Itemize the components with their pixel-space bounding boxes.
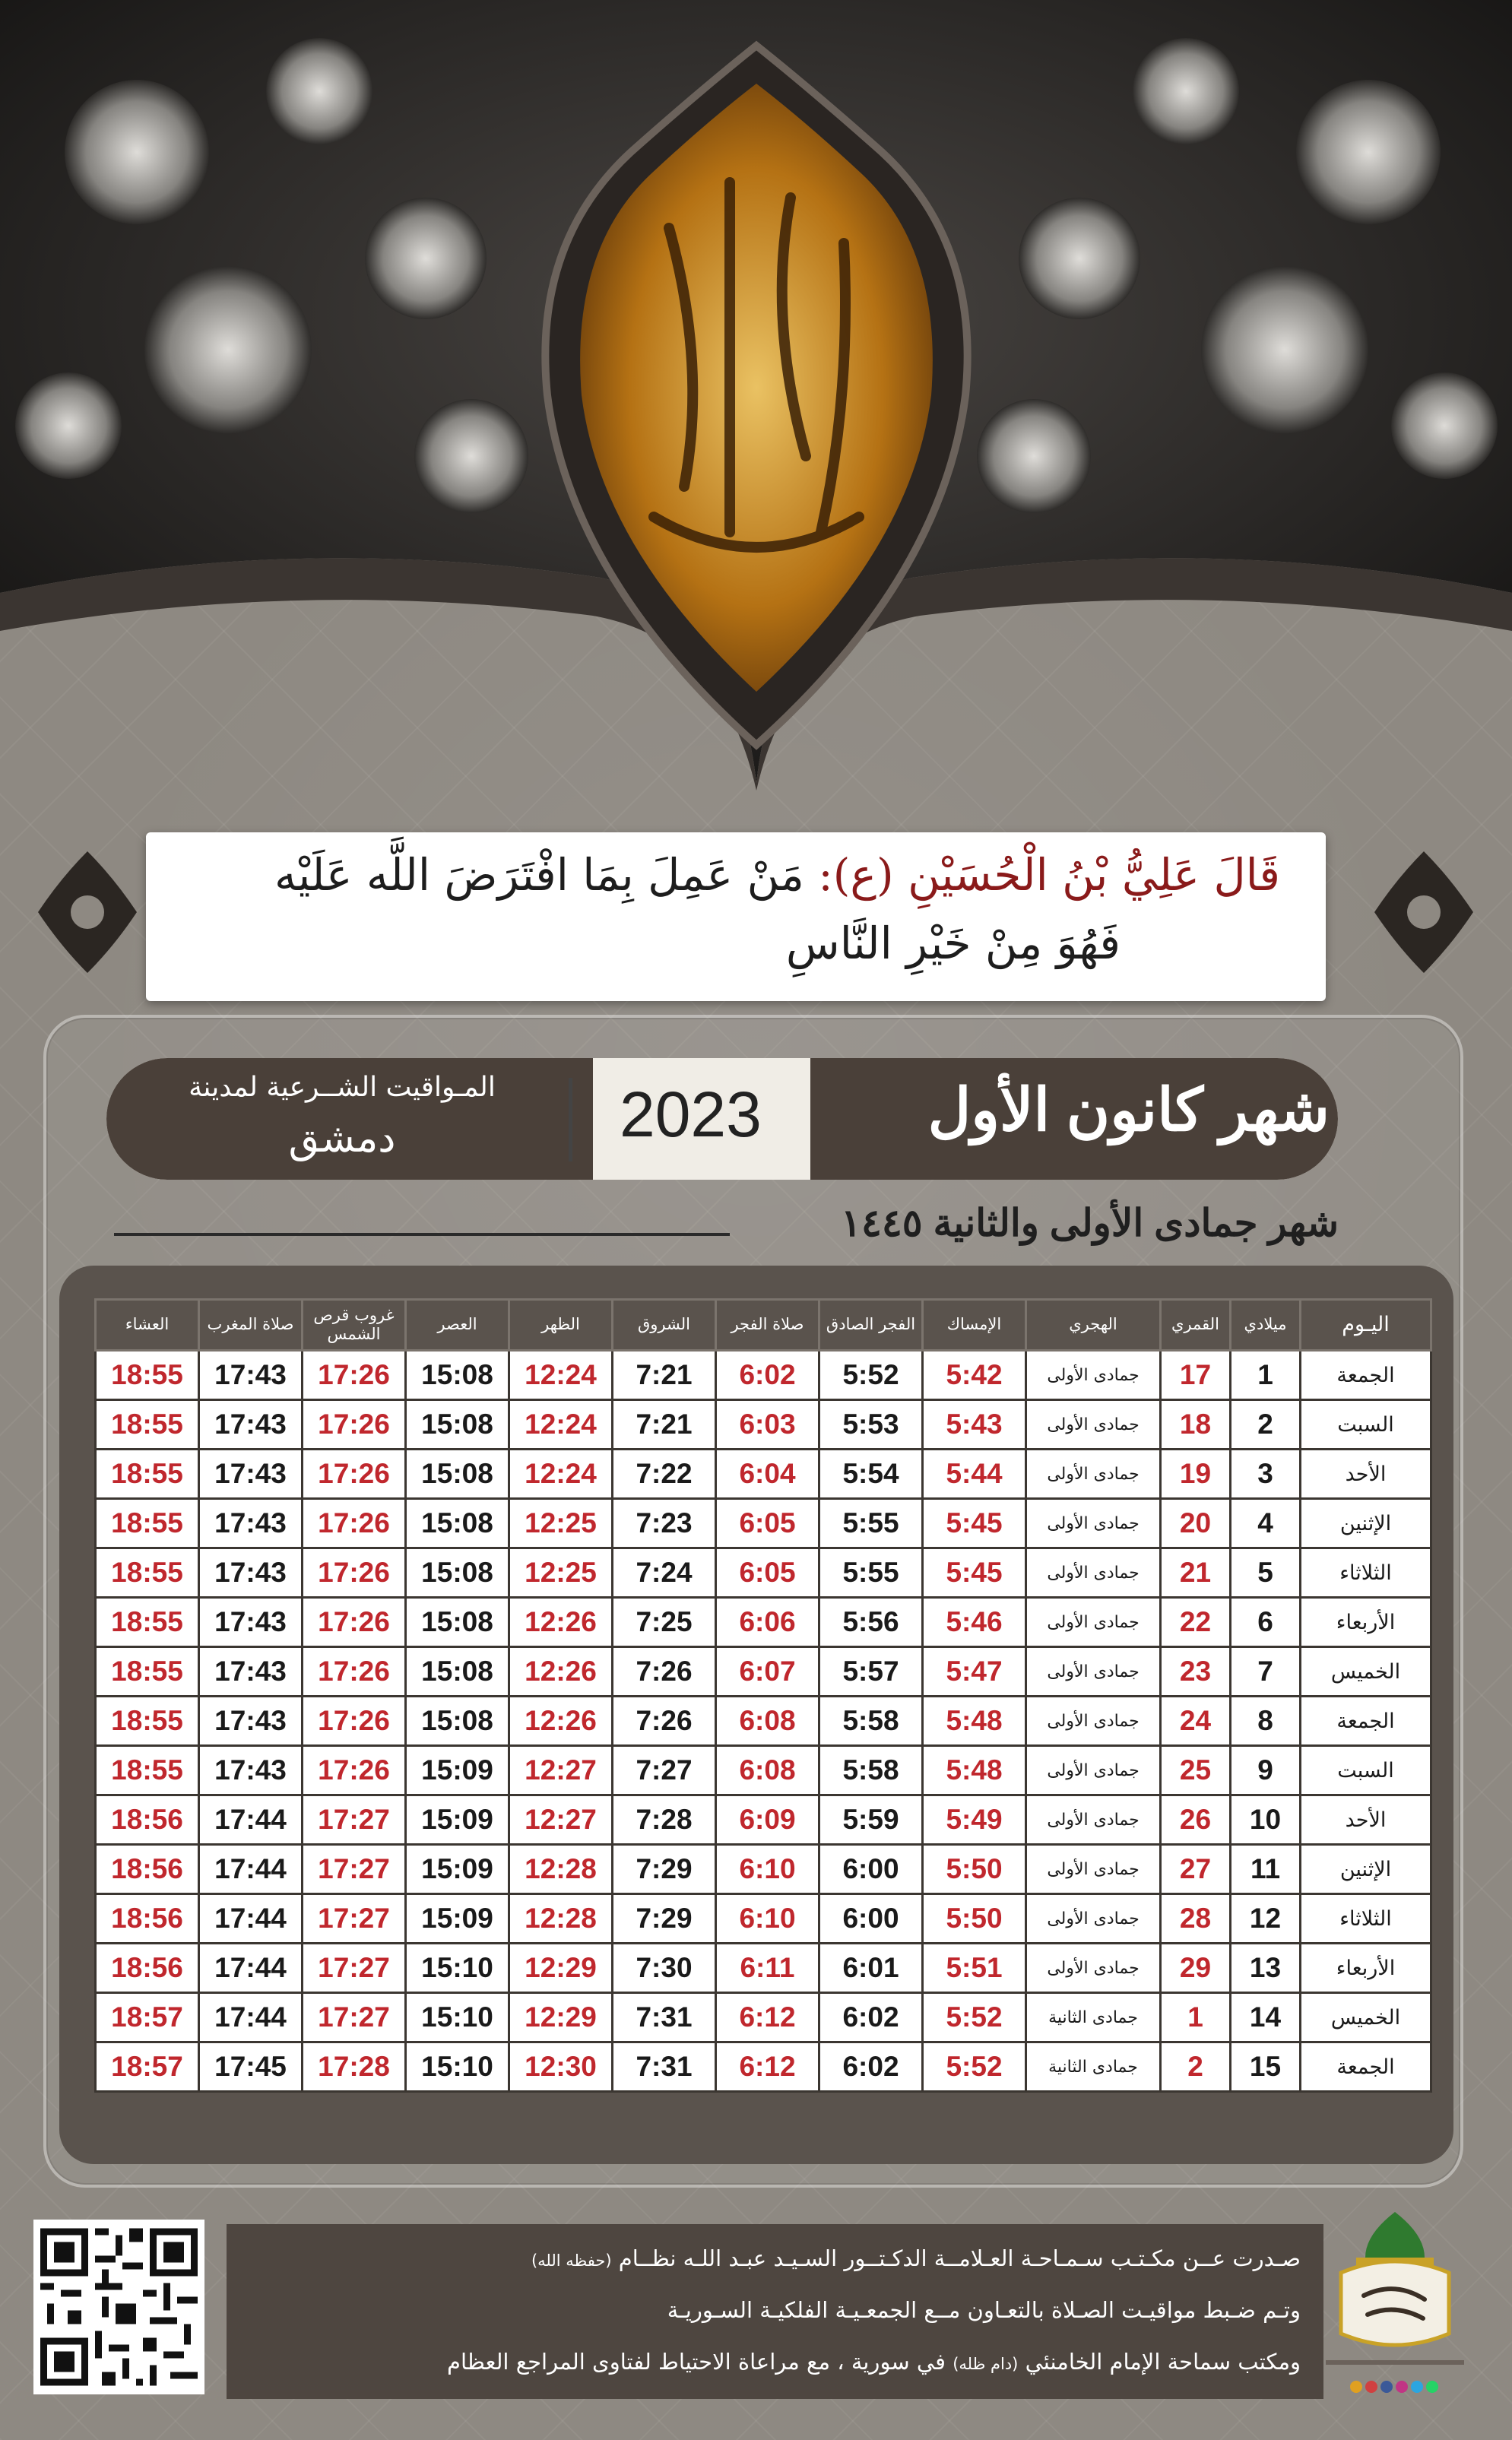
table-row: [96, 1351, 1431, 1400]
sunrise-cell: 7:26: [613, 1647, 716, 1697]
sunrise-cell: 7:23: [613, 1499, 716, 1548]
asr-cell: 15:08: [406, 1400, 509, 1450]
footer-issuer: صـدرت عــن مكـتـب سـمـاحـة العـلامــة الدكـتــور السـيـد عبـد اللـه نظــام: [618, 2245, 1301, 2271]
imsak-cell: 5:52: [923, 1993, 1026, 2042]
asr-cell: 15:08: [406, 1548, 509, 1598]
fajr-prayer-cell: 6:07: [716, 1647, 819, 1697]
isha-cell: 18:55: [96, 1647, 199, 1697]
day-cell: الجمعة: [1301, 2042, 1431, 2092]
isha-cell: 18:55: [96, 1697, 199, 1746]
sunrise-cell: 7:22: [613, 1450, 716, 1499]
hijri-month-cell: جمادى الأولى: [1026, 1944, 1161, 1993]
isha-cell: 18:56: [96, 1944, 199, 1993]
prayer-times-table: [94, 1298, 1432, 2093]
true-dawn-cell: 6:01: [819, 1944, 923, 1993]
maghrib-cell: 17:44: [199, 1894, 303, 1944]
fajr-prayer-cell: 6:08: [716, 1746, 819, 1795]
table-row: [96, 1993, 1431, 2042]
dhuhr-cell: 12:30: [509, 2042, 613, 2092]
maghrib-cell: 17:44: [199, 1993, 303, 2042]
fajr-prayer-cell: 6:05: [716, 1499, 819, 1548]
dhuhr-cell: 12:25: [509, 1548, 613, 1598]
gregorian-day-cell: 5: [1231, 1548, 1301, 1598]
imsak-cell: 5:50: [923, 1894, 1026, 1944]
table-row: [96, 2042, 1431, 2092]
asr-cell: 15:08: [406, 1697, 509, 1746]
maghrib-cell: 17:44: [199, 1845, 303, 1894]
day-cell: الأربعاء: [1301, 1598, 1431, 1647]
true-dawn-cell: 6:02: [819, 2042, 923, 2092]
qr-code[interactable]: [33, 2220, 204, 2394]
imsak-cell: 5:44: [923, 1450, 1026, 1499]
sunset-cell: 17:26: [303, 1548, 406, 1598]
fajr-prayer-cell: 6:10: [716, 1845, 819, 1894]
sunset-cell: 17:26: [303, 1499, 406, 1548]
isha-cell: 18:55: [96, 1400, 199, 1450]
gregorian-day-cell: 4: [1231, 1499, 1301, 1548]
col-header-isha: العشاء: [96, 1300, 199, 1351]
imsak-cell: 5:48: [923, 1746, 1026, 1795]
sunrise-cell: 7:21: [613, 1400, 716, 1450]
gregorian-day-cell: 9: [1231, 1746, 1301, 1795]
sunset-cell: 17:28: [303, 2042, 406, 2092]
col-header-imsak: الإمساك: [923, 1300, 1026, 1351]
gregorian-day-cell: 10: [1231, 1795, 1301, 1845]
imsak-cell: 5:50: [923, 1845, 1026, 1894]
city-name: دمشق: [288, 1116, 396, 1161]
day-cell: الأحد: [1301, 1795, 1431, 1845]
true-dawn-cell: 6:00: [819, 1894, 923, 1944]
table-row: [96, 1944, 1431, 1993]
hijri-months-title: شهر جمادى الأولى والثانية ١٤٤٥: [841, 1202, 1339, 1244]
lunar-day-cell: 19: [1161, 1450, 1231, 1499]
true-dawn-cell: 6:00: [819, 1845, 923, 1894]
table-row: [96, 1647, 1431, 1697]
day-cell: الثلاثاء: [1301, 1548, 1431, 1598]
hijri-month-cell: جمادى الأولى: [1026, 1795, 1161, 1845]
maghrib-cell: 17:43: [199, 1450, 303, 1499]
footer-office: ومكتب سماحة الإمام الخامنئي: [1025, 2349, 1301, 2375]
table-row: [96, 1548, 1431, 1598]
sunset-cell: 17:26: [303, 1647, 406, 1697]
lunar-day-cell: 27: [1161, 1845, 1231, 1894]
col-header-hijri: الهجري: [1026, 1300, 1161, 1351]
lunar-day-cell: 26: [1161, 1795, 1231, 1845]
true-dawn-cell: 5:58: [819, 1697, 923, 1746]
dhuhr-cell: 12:24: [509, 1400, 613, 1450]
sunrise-cell: 7:30: [613, 1944, 716, 1993]
lunar-day-cell: 25: [1161, 1746, 1231, 1795]
imsak-cell: 5:43: [923, 1400, 1026, 1450]
dhuhr-cell: 12:25: [509, 1499, 613, 1548]
lunar-day-cell: 24: [1161, 1697, 1231, 1746]
gregorian-day-cell: 12: [1231, 1894, 1301, 1944]
day-cell: الخميس: [1301, 1647, 1431, 1697]
lunar-day-cell: 1: [1161, 1993, 1231, 2042]
quote-line-2: فَهُوَ مِنْ خَيْرِ النَّاسِ: [785, 917, 1121, 969]
left-ornament: [30, 848, 144, 977]
header-divider: [569, 1078, 572, 1161]
lunar-day-cell: 20: [1161, 1499, 1231, 1548]
asr-cell: 15:08: [406, 1647, 509, 1697]
col-header-dhuhr: الظهر: [509, 1300, 613, 1351]
hijri-month-cell: جمادى الأولى: [1026, 1746, 1161, 1795]
table-row: [96, 1746, 1431, 1795]
hijri-month-cell: جمادى الأولى: [1026, 1450, 1161, 1499]
table-body: [96, 1351, 1431, 2092]
lunar-day-cell: 29: [1161, 1944, 1231, 1993]
gregorian-day-cell: 15: [1231, 2042, 1301, 2092]
dhuhr-cell: 12:26: [509, 1697, 613, 1746]
day-cell: الثلاثاء: [1301, 1894, 1431, 1944]
asr-cell: 15:09: [406, 1795, 509, 1845]
isha-cell: 18:55: [96, 1499, 199, 1548]
prayer-times-table-wrap: [94, 1298, 1415, 2093]
asr-cell: 15:10: [406, 1993, 509, 2042]
asr-cell: 15:08: [406, 1598, 509, 1647]
fajr-prayer-cell: 6:03: [716, 1400, 819, 1450]
true-dawn-cell: 5:53: [819, 1400, 923, 1450]
isha-cell: 18:56: [96, 1795, 199, 1845]
sunset-cell: 17:27: [303, 1795, 406, 1845]
sunset-cell: 17:26: [303, 1400, 406, 1450]
col-header-maghrib: صلاة المغرب: [199, 1300, 303, 1351]
isha-cell: 18:57: [96, 2042, 199, 2092]
sunrise-cell: 7:27: [613, 1746, 716, 1795]
fajr-prayer-cell: 6:08: [716, 1697, 819, 1746]
dhuhr-cell: 12:27: [509, 1795, 613, 1845]
maghrib-cell: 17:43: [199, 1598, 303, 1647]
maghrib-cell: 17:44: [199, 1944, 303, 1993]
sunset-cell: 17:27: [303, 1894, 406, 1944]
fajr-prayer-cell: 6:10: [716, 1894, 819, 1944]
day-cell: الجمعة: [1301, 1697, 1431, 1746]
maghrib-cell: 17:43: [199, 1647, 303, 1697]
dhuhr-cell: 12:28: [509, 1894, 613, 1944]
asr-cell: 15:08: [406, 1450, 509, 1499]
city-caption: المـواقيت الشــرعية لمدينة: [189, 1072, 496, 1103]
hijri-month-cell: جمادى الثانية: [1026, 2042, 1161, 2092]
true-dawn-cell: 5:56: [819, 1598, 923, 1647]
sunset-cell: 17:27: [303, 1993, 406, 2042]
sunrise-cell: 7:29: [613, 1845, 716, 1894]
lunar-day-cell: 28: [1161, 1894, 1231, 1944]
gregorian-day-cell: 6: [1231, 1598, 1301, 1647]
sunrise-cell: 7:31: [613, 2042, 716, 2092]
table-row: [96, 1598, 1431, 1647]
hijri-month-cell: جمادى الأولى: [1026, 1894, 1161, 1944]
true-dawn-cell: 5:58: [819, 1746, 923, 1795]
gregorian-day-cell: 2: [1231, 1400, 1301, 1450]
asr-cell: 15:08: [406, 1351, 509, 1400]
day-cell: الأحد: [1301, 1450, 1431, 1499]
imsak-cell: 5:45: [923, 1548, 1026, 1598]
asr-cell: 15:08: [406, 1499, 509, 1548]
dhuhr-cell: 12:27: [509, 1746, 613, 1795]
maghrib-cell: 17:43: [199, 1499, 303, 1548]
asr-cell: 15:10: [406, 1944, 509, 1993]
month-title: شهر كانون الأول: [927, 1076, 1330, 1143]
asr-cell: 15:09: [406, 1894, 509, 1944]
lunar-day-cell: 23: [1161, 1647, 1231, 1697]
imsak-cell: 5:46: [923, 1598, 1026, 1647]
sunset-cell: 17:27: [303, 1944, 406, 1993]
true-dawn-cell: 5:52: [819, 1351, 923, 1400]
isha-cell: 18:55: [96, 1548, 199, 1598]
office-logo: [1311, 2204, 1479, 2402]
sunrise-cell: 7:29: [613, 1894, 716, 1944]
imsak-cell: 5:45: [923, 1499, 1026, 1548]
maghrib-cell: 17:43: [199, 1697, 303, 1746]
fajr-prayer-cell: 6:12: [716, 1993, 819, 2042]
fajr-prayer-cell: 6:11: [716, 1944, 819, 1993]
gregorian-day-cell: 1: [1231, 1351, 1301, 1400]
table-header-row: [96, 1300, 1431, 1351]
hijri-month-cell: جمادى الأولى: [1026, 1647, 1161, 1697]
dhuhr-cell: 12:24: [509, 1351, 613, 1400]
header-artwork: [0, 0, 1512, 791]
isha-cell: 18:55: [96, 1746, 199, 1795]
maghrib-cell: 17:43: [199, 1746, 303, 1795]
quote-line-1: [274, 849, 1280, 901]
isha-cell: 18:55: [96, 1450, 199, 1499]
fajr-prayer-cell: 6:12: [716, 2042, 819, 2092]
day-cell: الأربعاء: [1301, 1944, 1431, 1993]
true-dawn-cell: 5:59: [819, 1795, 923, 1845]
hijri-month-cell: جمادى الأولى: [1026, 1598, 1161, 1647]
footer-issuer-note: (حفظه الله): [531, 2251, 612, 2270]
isha-cell: 18:56: [96, 1894, 199, 1944]
lunar-day-cell: 21: [1161, 1548, 1231, 1598]
gregorian-day-cell: 14: [1231, 1993, 1301, 2042]
col-header-gregorian: ميلادي: [1231, 1300, 1301, 1351]
table-row: [96, 1894, 1431, 1944]
hijri-title-underline: [114, 1233, 730, 1236]
sunset-cell: 17:26: [303, 1697, 406, 1746]
fajr-prayer-cell: 6:09: [716, 1795, 819, 1845]
imsak-cell: 5:51: [923, 1944, 1026, 1993]
gregorian-day-cell: 11: [1231, 1845, 1301, 1894]
fajr-prayer-cell: 6:02: [716, 1351, 819, 1400]
year-label: 2023: [620, 1079, 762, 1150]
asr-cell: 15:09: [406, 1746, 509, 1795]
hijri-month-cell: جمادى الأولى: [1026, 1351, 1161, 1400]
dhuhr-cell: 12:29: [509, 1993, 613, 2042]
col-header-sunrise: الشروق: [613, 1300, 716, 1351]
gregorian-day-cell: 3: [1231, 1450, 1301, 1499]
imsak-cell: 5:47: [923, 1647, 1026, 1697]
true-dawn-cell: 5:55: [819, 1548, 923, 1598]
footer-line-3: [447, 2349, 1301, 2375]
dhuhr-cell: 12:24: [509, 1450, 613, 1499]
col-header-asr: العصر: [406, 1300, 509, 1351]
quote-speaker: قَالَ عَلِيُّ بْنُ الْحُسَيْنِ (ع):: [818, 849, 1280, 901]
footer-credits: [227, 2224, 1323, 2399]
hijri-month-cell: جمادى الأولى: [1026, 1400, 1161, 1450]
right-ornament: [1367, 848, 1481, 977]
sunset-cell: 17:26: [303, 1598, 406, 1647]
day-cell: السبت: [1301, 1400, 1431, 1450]
hijri-month-cell: جمادى الأولى: [1026, 1499, 1161, 1548]
isha-cell: 18:55: [96, 1598, 199, 1647]
table-row: [96, 1450, 1431, 1499]
isha-cell: 18:55: [96, 1351, 199, 1400]
maghrib-cell: 17:43: [199, 1400, 303, 1450]
imsak-cell: 5:42: [923, 1351, 1026, 1400]
sunrise-cell: 7:24: [613, 1548, 716, 1598]
imsak-cell: 5:52: [923, 2042, 1026, 2092]
maghrib-cell: 17:44: [199, 1795, 303, 1845]
lunar-day-cell: 22: [1161, 1598, 1231, 1647]
sunset-cell: 17:26: [303, 1351, 406, 1400]
fajr-prayer-cell: 6:06: [716, 1598, 819, 1647]
col-header-lunar: القمري: [1161, 1300, 1231, 1351]
sunrise-cell: 7:31: [613, 1993, 716, 2042]
sunrise-cell: 7:25: [613, 1598, 716, 1647]
day-cell: الإثنين: [1301, 1499, 1431, 1548]
gregorian-day-cell: 7: [1231, 1647, 1301, 1697]
dhuhr-cell: 12:26: [509, 1647, 613, 1697]
lunar-day-cell: 17: [1161, 1351, 1231, 1400]
true-dawn-cell: 5:57: [819, 1647, 923, 1697]
dhuhr-cell: 12:26: [509, 1598, 613, 1647]
maghrib-cell: 17:43: [199, 1351, 303, 1400]
gregorian-day-cell: 13: [1231, 1944, 1301, 1993]
hijri-month-cell: جمادى الثانية: [1026, 1993, 1161, 2042]
sunset-cell: 17:27: [303, 1845, 406, 1894]
hijri-month-cell: جمادى الأولى: [1026, 1548, 1161, 1598]
footer-office-rest: في سورية ، مع مراعاة الاحتياط لفتاوى المراجع العظام: [447, 2349, 946, 2375]
imsak-cell: 5:48: [923, 1697, 1026, 1746]
gregorian-day-cell: 8: [1231, 1697, 1301, 1746]
table-row: [96, 1697, 1431, 1746]
sunset-cell: 17:26: [303, 1450, 406, 1499]
lunar-day-cell: 2: [1161, 2042, 1231, 2092]
lunar-day-cell: 18: [1161, 1400, 1231, 1450]
sunrise-cell: 7:28: [613, 1795, 716, 1845]
isha-cell: 18:57: [96, 1993, 199, 2042]
hadith-quote-box: [146, 832, 1326, 1001]
day-cell: الخميس: [1301, 1993, 1431, 2042]
footer-line-1: [531, 2245, 1301, 2271]
footer-line-2: وتـم ضـبط مواقيـت الصـلاة بالتعـاون مــع الجمعـيـة الفلكيـة السـوريـة: [667, 2297, 1301, 2323]
col-header-true-dawn: الفجر الصادق: [819, 1300, 923, 1351]
table-row: [96, 1795, 1431, 1845]
asr-cell: 15:10: [406, 2042, 509, 2092]
dhuhr-cell: 12:28: [509, 1845, 613, 1894]
isha-cell: 18:56: [96, 1845, 199, 1894]
true-dawn-cell: 6:02: [819, 1993, 923, 2042]
maghrib-cell: 17:43: [199, 1548, 303, 1598]
quote-text-1: مَنْ عَمِلَ بِمَا افْتَرَضَ اللَّه عَلَيْه: [274, 849, 804, 901]
footer-office-note: (دام ظله): [953, 2355, 1019, 2373]
table-row: [96, 1499, 1431, 1548]
sunrise-cell: 7:26: [613, 1697, 716, 1746]
hijri-month-cell: جمادى الأولى: [1026, 1845, 1161, 1894]
col-header-fajr-prayer: صلاة الفجر: [716, 1300, 819, 1351]
fajr-prayer-cell: 6:04: [716, 1450, 819, 1499]
col-header-sunset: غروب قرص الشمس: [303, 1300, 406, 1351]
table-row: [96, 1400, 1431, 1450]
sunset-cell: 17:26: [303, 1746, 406, 1795]
day-cell: الإثنين: [1301, 1845, 1431, 1894]
table-row: [96, 1845, 1431, 1894]
sunrise-cell: 7:21: [613, 1351, 716, 1400]
imsak-cell: 5:49: [923, 1795, 1026, 1845]
social-icons: [1350, 2381, 1438, 2393]
hijri-month-cell: جمادى الأولى: [1026, 1697, 1161, 1746]
dhuhr-cell: 12:29: [509, 1944, 613, 1993]
fajr-prayer-cell: 6:05: [716, 1548, 819, 1598]
true-dawn-cell: 5:54: [819, 1450, 923, 1499]
day-cell: الجمعة: [1301, 1351, 1431, 1400]
day-cell: السبت: [1301, 1746, 1431, 1795]
maghrib-cell: 17:45: [199, 2042, 303, 2092]
col-header-day: اليـوم: [1301, 1300, 1431, 1351]
asr-cell: 15:09: [406, 1845, 509, 1894]
true-dawn-cell: 5:55: [819, 1499, 923, 1548]
